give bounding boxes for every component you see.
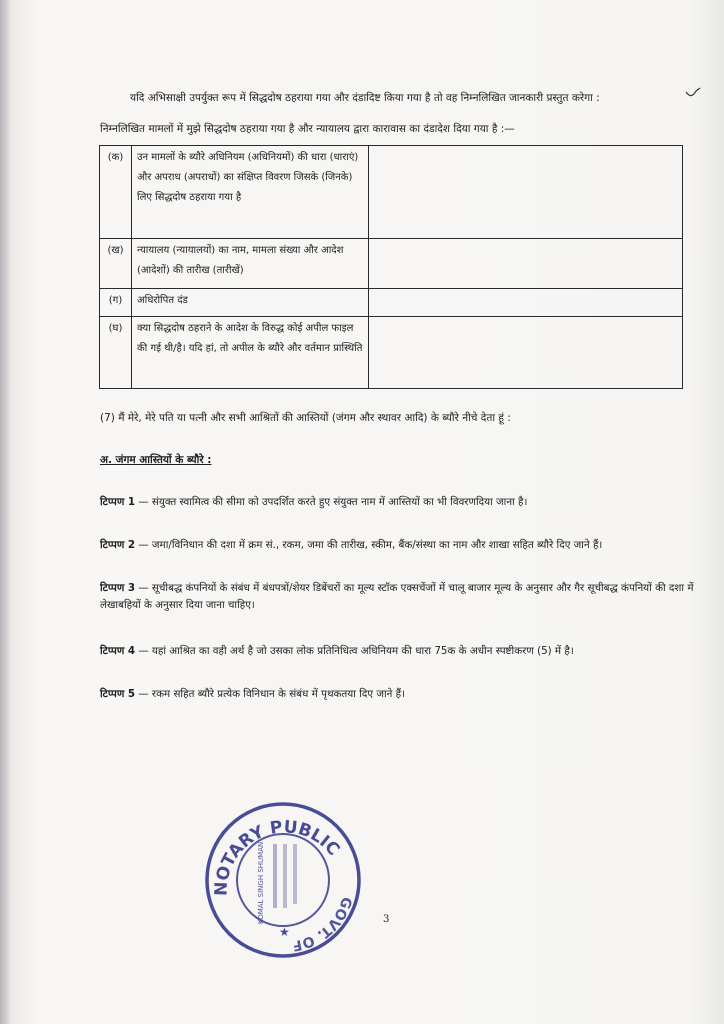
note-label: टिप्पण 4 [100,645,136,657]
row-label: (घ) [100,317,132,389]
table-row [100,239,683,289]
intro-line-2: निम्नलिखित मामलों में मुझे सिद्धदोष ठहराया गया है और न्यायालय द्वारा कारावास का दंडादेश दिया गया है :— [100,123,515,135]
row-value [369,239,683,289]
note-text: — रकम सहित ब्यौरे प्रत्येक विनिधान के संबंध में पृथकतया दिए जाने हैं। [135,688,405,700]
note-3 [100,580,695,614]
intro-line-1: यदि अभिसाक्षी उपर्युक्त रूप में सिद्धदोष ठहराया गया और दंडादिष्ट किया गया है तो वह निम्नलिखित जानकारी प्रस्तुत करेगा : [130,92,600,104]
scan-edge [0,0,10,1024]
movable-assets-subheading: अ. जंगम आस्तियों के ब्यौरे : [100,454,212,466]
note-text: — सूचीबद्ध कंपनियों के संबंध में बंधपत्रों/शेयर डिबेंचरों का मूल्य स्टॉक एक्सचेंजों में चालू बाजार मूल्य के अनुसार और गैर सूचीबद्ध कंपनियों की दशा में लेखाबहियों के अनुसार दिया जाना चाहिए। [100,582,694,611]
note-label: टिप्पण 2 [100,539,136,551]
row-label: (ख) [100,239,132,289]
stamp-outer-text-right: GOVT. OF [290,894,355,954]
section-7-heading: (7) मैं मेरे, मेरे पति या पत्नी और सभी आश्रितों की आस्तियों (जंगम और स्थावर आदि) के ब्यौरे नीचे देता हूं : [100,412,511,424]
note-label: टिप्पण 5 [100,688,136,700]
row-label: (क) [100,146,132,239]
page-number: 3 [383,914,390,925]
row-value [369,289,683,317]
note-4 [100,643,690,660]
row-label: (ग) [100,289,132,317]
svg-text:★: ★ [279,925,290,939]
row-value [369,317,683,389]
note-2 [100,537,690,554]
note-text: — जमा/विनिधान की दशा में क्रम सं., रकम, जमा की तारीख, स्कीम, बैंक/संस्था का नाम और शाखा सहित ब्यौरे दिए जाने हैं। [135,539,603,551]
row-description: अधिरोपित दंड [132,289,369,317]
stamp-outer-text: NOTARY PUBLIC [211,817,344,897]
note-text: — संयुक्त स्वामित्व की सीमा को उपदर्शित करते हुए संयुक्त नाम में आस्तियों का भी विवरणदिया जाना है। [135,496,528,508]
row-description: न्यायालय (न्यायालयों) का नाम, मामला संख्या और आदेश (आदेशों) की तारीख (तारीखें) [132,239,369,289]
note-label: टिप्पण 1 [100,496,136,508]
table-row [100,146,683,239]
table-row [100,317,683,389]
stamp-inner-name: KOMAL SINGH SHUMAN [257,841,265,924]
conviction-details-table [99,145,683,389]
row-description: क्या सिद्धदोष ठहराने के आदेश के विरुद्ध कोई अपील फाइल की गई थी/है। यदि हां, तो अपील के ब्यौरे और वर्तमान प्रास्थिति [132,317,369,389]
table-row [100,289,683,317]
row-value [369,146,683,239]
tick-mark-icon [684,86,704,100]
note-label: टिप्पण 3 [100,582,136,594]
row-description: उन मामलों के ब्यौरे अधिनियम (अधिनियमों) की धारा (धाराएं) और अपराध (अपराधों) का संक्षिप्त विवरण जिसके (जिनके) लिए सिद्धदोष ठहराया गया है [132,146,369,239]
note-text: — यहां आश्रित का वही अर्थ है जो उसका लोक प्रतिनिधित्व अधिनियम की धारा 75क के अधीन स्पष्टीकरण (5) में है। [135,645,574,657]
note-5 [100,686,690,703]
notary-stamp-seal [203,800,363,960]
note-1 [100,494,690,511]
